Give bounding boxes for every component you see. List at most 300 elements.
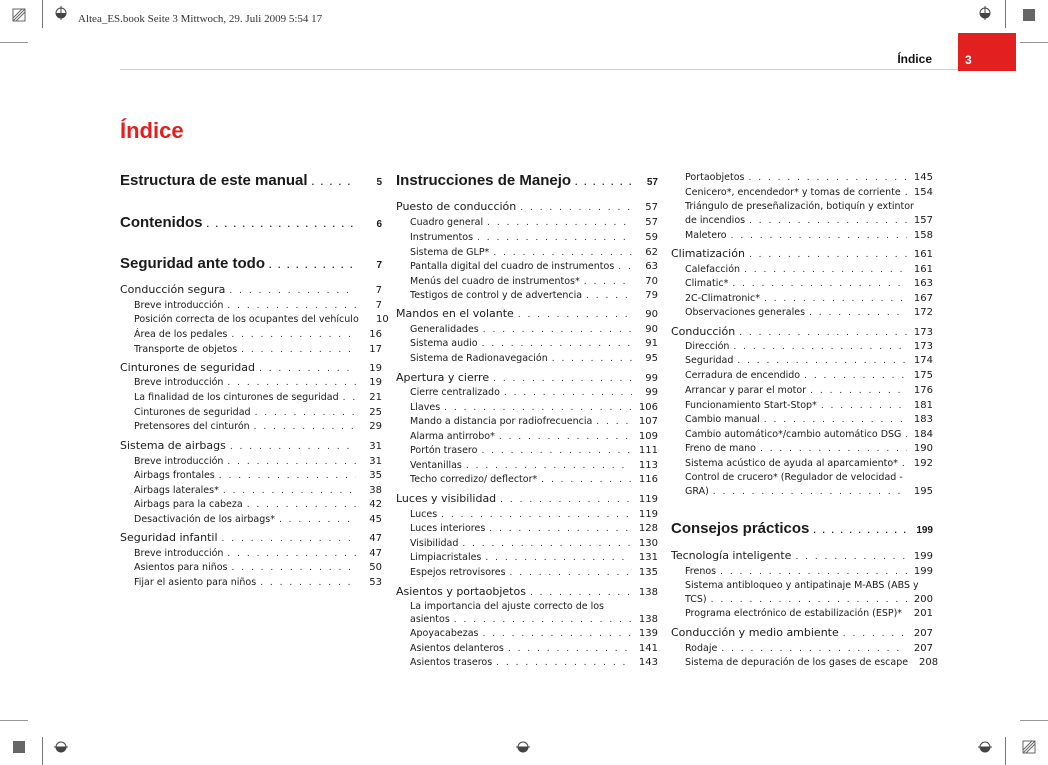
toc-entry-title: Asientos para niños <box>134 562 228 573</box>
toc-entry-title: Arrancar y parar el motor <box>685 385 807 396</box>
toc-page-number: 109 <box>638 431 658 442</box>
toc-entry <box>410 445 658 456</box>
toc-page-number: 176 <box>913 385 933 396</box>
toc-entry-title: Climatic* <box>685 278 729 289</box>
dot-leader <box>279 515 356 525</box>
toc-page-number: 59 <box>645 232 658 243</box>
dot-leader <box>462 539 632 549</box>
toc-entry-title: Mando a distancia por radiofrecuencia <box>410 416 593 427</box>
toc-entry-title: Apoyacabezas <box>410 628 479 639</box>
toc-entry-title: La finalidad de los cinturones de seguridad <box>134 392 339 403</box>
toc-entry-title: Espejos retrovisores <box>410 567 506 578</box>
dot-leader <box>575 177 632 187</box>
toc-entry <box>685 172 933 183</box>
toc-page-number: 107 <box>638 416 658 427</box>
toc-page-number: 138 <box>638 587 658 598</box>
toc-page-number: 7 <box>375 300 382 311</box>
toc-page-number: 181 <box>913 400 933 411</box>
toc-entry-title: Climatización <box>671 247 745 260</box>
dot-leader <box>504 388 632 398</box>
toc-entry-title: Menús del cuadro de instrumentos* <box>410 276 580 287</box>
toc-entry <box>410 431 658 442</box>
dot-leader <box>477 233 632 243</box>
dot-leader <box>731 231 907 241</box>
toc-page-number: 172 <box>913 307 933 318</box>
toc-entry <box>410 276 658 287</box>
toc-section <box>120 531 382 544</box>
dot-leader <box>207 219 357 229</box>
toc-entry-title: 2C-Climatronic* <box>685 293 760 304</box>
toc-page-number: 154 <box>913 187 933 198</box>
dot-leader <box>227 549 356 559</box>
crop-mark <box>42 737 43 765</box>
dot-leader <box>720 567 907 577</box>
dot-leader <box>713 487 907 497</box>
toc-entry-title: TCS) <box>685 594 707 605</box>
toc-entry-title: Cerradura de encendido <box>685 370 801 381</box>
dot-leader <box>499 432 632 442</box>
toc-page-number: 161 <box>913 249 933 260</box>
toc-entry-title: Sistema audio <box>410 338 478 349</box>
toc-entry <box>134 329 382 340</box>
toc-entry <box>685 230 933 241</box>
toc-page-number: 90 <box>645 309 658 320</box>
toc-page-number: 138 <box>638 614 658 625</box>
toc-page-number: 131 <box>638 552 658 563</box>
toc-entry-title: Dirección <box>685 341 730 352</box>
dot-leader <box>508 644 632 654</box>
dot-leader <box>732 279 907 289</box>
toc-entry-title: Airbags frontales <box>134 470 215 481</box>
dot-leader <box>760 444 907 454</box>
toc-page-number: 119 <box>638 494 658 505</box>
dot-leader <box>809 308 907 318</box>
dot-leader <box>764 415 907 425</box>
toc-page-number: 173 <box>913 327 933 338</box>
toc-entry <box>410 460 658 471</box>
dot-leader <box>493 248 632 258</box>
toc-page-number: 10 <box>376 314 389 325</box>
dot-leader <box>489 524 632 534</box>
registration-mark-icon <box>54 6 68 20</box>
toc-page-number: 19 <box>369 363 382 374</box>
toc-entry-title: Pantalla digital del cuadro de instrumentos <box>410 261 615 272</box>
toc-entry-title: Asientos y portaobjetos <box>396 585 526 598</box>
dot-leader <box>810 386 907 396</box>
toc-entry-title: Observaciones generales <box>685 307 806 318</box>
page-title: Índice <box>120 118 184 143</box>
toc-entry-title: Ventanillas <box>410 460 462 471</box>
toc-entry <box>685 370 933 381</box>
toc-entry <box>134 514 382 525</box>
dot-leader <box>227 378 356 388</box>
toc-page-number: 145 <box>913 172 933 183</box>
toc-page-number: 7 <box>375 285 382 296</box>
toc-page-number: 57 <box>645 217 658 228</box>
toc-page-number: 195 <box>913 486 933 497</box>
toc-entry <box>410 261 658 272</box>
dot-leader <box>493 374 632 384</box>
toc-page-number: 62 <box>645 247 658 258</box>
toc-entry <box>685 341 933 352</box>
toc-entry-title: Breve introducción <box>134 377 224 388</box>
toc-entry-title: GRA) <box>685 486 709 497</box>
toc-entry <box>410 232 658 243</box>
dot-leader <box>902 459 907 469</box>
toc-page-number: 128 <box>638 523 658 534</box>
toc-page-number: 139 <box>638 628 658 639</box>
toc-entry <box>410 523 658 534</box>
toc-page-number: 192 <box>913 458 933 469</box>
toc-entry <box>685 443 933 454</box>
toc-entry <box>685 355 933 366</box>
toc-page-number: 21 <box>369 392 382 403</box>
color-bar-icon <box>1022 740 1036 754</box>
toc-entry-title: Seguridad <box>685 355 734 366</box>
toc-entry-title: Instrucciones de Manejo <box>396 172 572 189</box>
dot-leader <box>804 371 907 381</box>
toc-entry <box>685 264 933 275</box>
toc-entry-title: Transporte de objetos <box>134 344 238 355</box>
toc-entry-title: Instrumentos <box>410 232 474 243</box>
running-header-title: Índice <box>897 52 932 66</box>
toc-entry <box>685 566 933 577</box>
toc-entry <box>410 601 658 612</box>
toc-page-number: 207 <box>913 628 933 639</box>
toc-entry <box>410 628 658 639</box>
toc-entry-title: Breve introducción <box>134 548 224 559</box>
toc-page-number: 99 <box>645 387 658 398</box>
toc-page-number: 208 <box>919 657 939 668</box>
dot-leader <box>227 301 356 311</box>
toc-entry <box>134 344 382 355</box>
toc-chapter <box>120 172 382 189</box>
toc-entry <box>685 385 933 396</box>
toc-page-number: 53 <box>369 577 382 588</box>
toc-entry <box>410 657 658 668</box>
header-rule <box>120 69 958 70</box>
dot-leader <box>259 364 356 374</box>
crop-mark <box>0 42 28 43</box>
toc-page-number: 31 <box>369 456 382 467</box>
toc-entry <box>134 407 382 418</box>
dot-leader <box>586 291 632 301</box>
toc-page-number: 174 <box>913 355 933 366</box>
toc-chapter <box>396 172 658 189</box>
dot-leader <box>343 393 356 403</box>
toc-page-number: 90 <box>645 324 658 335</box>
toc-page-number: 184 <box>913 429 933 440</box>
dot-leader <box>518 310 632 320</box>
dot-leader <box>482 629 632 639</box>
toc-entry <box>134 548 382 559</box>
toc-page-number: 207 <box>913 643 933 654</box>
dot-leader <box>231 330 356 340</box>
print-slug: Altea_ES.book Seite 3 Mittwoch, 29. Juli 2009 5:54 17 <box>78 13 323 25</box>
toc-entry <box>410 567 658 578</box>
toc-entry <box>685 400 933 411</box>
toc-entry-title: Seguridad infantil <box>120 531 218 544</box>
crop-mark <box>1005 0 1006 28</box>
toc-entry-title: Conducción <box>671 325 736 338</box>
toc-page-number: 57 <box>646 177 658 188</box>
toc-page-number: 6 <box>376 219 382 230</box>
dot-leader <box>219 471 356 481</box>
crop-mark <box>1020 720 1048 721</box>
toc-entry <box>134 456 382 467</box>
crop-mark <box>42 0 43 28</box>
toc-entry <box>410 290 658 301</box>
toc-entry-title: Asientos delanteros <box>410 643 504 654</box>
toc-entry <box>410 509 658 520</box>
dot-leader <box>906 609 907 619</box>
toc-entry <box>685 293 933 304</box>
toc-entry-title: Sistema de Radionavegación <box>410 353 548 364</box>
toc-page-number: 7 <box>376 260 382 271</box>
toc-entry <box>134 470 382 481</box>
toc-entry-title: Cenicero*, encendedor* y tomas de corriente <box>685 187 901 198</box>
toc-page-number: 199 <box>916 525 933 536</box>
toc-page-number: 19 <box>369 377 382 388</box>
dot-leader <box>247 500 356 510</box>
dot-leader <box>312 177 356 187</box>
dot-leader <box>721 644 907 654</box>
toc-entry-title: Luces interiores <box>410 523 486 534</box>
toc-entry-title: Sistema de depuración de los gases de escape <box>685 657 909 668</box>
toc-page-number: 167 <box>913 293 933 304</box>
toc-entry <box>410 614 658 625</box>
toc-entry-title: Freno de mano <box>685 443 756 454</box>
dot-leader <box>737 356 907 366</box>
toc-page-number: 143 <box>638 657 658 668</box>
dot-leader <box>260 578 356 588</box>
toc-entry-title: asientos <box>410 614 450 625</box>
toc-entry-title: Área de los pedales <box>134 329 228 340</box>
dot-leader <box>444 403 632 413</box>
toc-entry-title: Cuadro general <box>410 217 484 228</box>
toc-page-number: 199 <box>913 566 933 577</box>
toc-entry <box>410 217 658 228</box>
toc-entry-title: Luces <box>410 509 438 520</box>
toc-entry-title: Cierre centralizado <box>410 387 500 398</box>
dot-leader <box>821 401 907 411</box>
toc-entry-title: Techo corredizo/ deflector* <box>410 474 538 485</box>
toc-page-number: 183 <box>913 414 933 425</box>
toc-page-number: 35 <box>369 470 382 481</box>
toc-entry-title: Apertura y cierre <box>396 371 490 384</box>
toc-page-number: 42 <box>369 499 382 510</box>
toc-entry <box>410 538 658 549</box>
toc-entry-title: Conducción segura <box>120 283 226 296</box>
toc-entry-title: Cambio manual <box>685 414 760 425</box>
toc-entry-title: Cambio automático*/cambio automático DSG <box>685 429 902 440</box>
dot-leader <box>232 563 356 573</box>
toc-entry-title: Pretensores del cinturón <box>134 421 250 432</box>
dot-leader <box>748 173 907 183</box>
toc-entry-title: Visibilidad <box>410 538 459 549</box>
toc-section <box>120 361 382 374</box>
dot-leader <box>466 461 632 471</box>
toc-section <box>671 325 933 338</box>
toc-entry <box>685 278 933 289</box>
toc-chapter <box>120 255 382 272</box>
toc-entry-title: Desactivación de los airbags* <box>134 514 275 525</box>
toc-entry <box>410 552 658 563</box>
toc-entry <box>685 187 933 198</box>
toc-entry <box>410 402 658 413</box>
toc-entry-title: Posición correcta de los ocupantes del vehículo <box>134 314 359 325</box>
toc-section <box>396 585 658 598</box>
toc-entry-title: Sistema de GLP* <box>410 247 490 258</box>
dot-leader <box>744 265 907 275</box>
toc-entry-title: Limpiacristales <box>410 552 482 563</box>
toc-page-number: 173 <box>913 341 933 352</box>
dot-leader <box>843 629 907 639</box>
toc-entry <box>685 201 933 212</box>
toc-entry-title: Asientos traseros <box>410 657 493 668</box>
toc-section <box>671 626 933 639</box>
toc-entry-title: Mandos en el volante <box>396 307 514 320</box>
toc-entry <box>134 499 382 510</box>
toc-entry-title: Airbags laterales* <box>134 485 219 496</box>
toc-entry-title: de incendios <box>685 215 746 226</box>
toc-page-number: 119 <box>638 509 658 520</box>
toc-entry-title: Airbags para la cabeza <box>134 499 243 510</box>
toc-section <box>396 371 658 384</box>
toc-entry-title: Llaves <box>410 402 441 413</box>
toc-entry <box>134 377 382 388</box>
toc-page-number: 57 <box>645 202 658 213</box>
toc-page-number: 200 <box>913 594 933 605</box>
dot-leader <box>618 262 632 272</box>
toc-section <box>120 283 382 296</box>
dot-leader <box>496 658 632 668</box>
toc-entry-title: Seguridad ante todo <box>120 255 266 272</box>
dot-leader <box>541 475 632 485</box>
toc-page-number: 106 <box>638 402 658 413</box>
toc-entry-title: Triángulo de preseñalización, botiquín y extintor <box>685 201 914 212</box>
toc-entry <box>685 608 933 619</box>
toc-entry <box>410 324 658 335</box>
dot-leader <box>223 486 356 496</box>
toc-entry <box>410 474 658 485</box>
toc-entry <box>685 472 933 483</box>
toc-entry-title: Cinturones de seguridad <box>134 407 251 418</box>
toc-entry-title: Control de crucero* (Regulador de velocidad - <box>685 472 903 483</box>
dot-leader <box>483 325 632 335</box>
toc-entry-title: La importancia del ajuste correcto de los <box>410 601 604 612</box>
toc-entry-title: Breve introducción <box>134 456 224 467</box>
toc-entry-title: Sistema de airbags <box>120 439 226 452</box>
dot-leader <box>229 286 356 296</box>
toc-entry-title: Calefacción <box>685 264 741 275</box>
toc-entry <box>134 421 382 432</box>
toc-entry-title: Cinturones de seguridad <box>120 361 255 374</box>
toc-entry <box>410 387 658 398</box>
toc-page-number: 158 <box>913 230 933 241</box>
dot-leader <box>905 430 907 440</box>
toc-page-number: 91 <box>645 338 658 349</box>
toc-entry-title: Programa electrónico de estabilización (ESP)* <box>685 608 903 619</box>
toc-section <box>120 439 382 452</box>
dot-leader <box>552 354 632 364</box>
toc-entry <box>410 416 658 427</box>
toc-entry-title: Testigos de control y de advertencia <box>410 290 583 301</box>
toc-page-number: 17 <box>369 344 382 355</box>
toc-entry-title: Luces y visibilidad <box>396 492 497 505</box>
toc-page-number: 113 <box>638 460 658 471</box>
toc-page-number: 5 <box>376 177 382 188</box>
toc-entry <box>685 486 933 497</box>
toc-entry <box>134 562 382 573</box>
toc-chapter <box>120 214 382 231</box>
color-bar-icon <box>1022 8 1036 22</box>
toc-chapter <box>671 520 933 537</box>
toc-page-number: 70 <box>645 276 658 287</box>
toc-entry <box>134 392 382 403</box>
toc-entry-title: Puesto de conducción <box>396 200 517 213</box>
dot-leader <box>441 510 632 520</box>
dot-leader <box>749 216 907 226</box>
toc-entry-title: Contenidos <box>120 214 203 231</box>
toc-page-number: 45 <box>369 514 382 525</box>
registration-mark-icon <box>54 740 68 754</box>
toc-entry-title: Fijar el asiento para niños <box>134 577 257 588</box>
toc-page-number: 157 <box>913 215 933 226</box>
toc-entry <box>410 353 658 364</box>
toc-entry <box>685 215 933 226</box>
toc-section <box>671 247 933 260</box>
toc-page-number: 31 <box>369 441 382 452</box>
toc-entry-title: Alarma antirrobo* <box>410 431 495 442</box>
dot-leader <box>230 442 356 452</box>
dot-leader <box>596 417 632 427</box>
toc-section <box>396 200 658 213</box>
toc-page-number: 141 <box>638 643 658 654</box>
dot-leader <box>795 552 907 562</box>
toc-page-number: 190 <box>913 443 933 454</box>
dot-leader <box>482 339 632 349</box>
toc-section <box>671 549 933 562</box>
toc-entry-title: Portón trasero <box>410 445 478 456</box>
toc-page-number: 79 <box>645 290 658 301</box>
toc-entry-title: Rodaje <box>685 643 718 654</box>
dot-leader <box>905 188 907 198</box>
dot-leader <box>241 345 356 355</box>
toc-entry <box>134 485 382 496</box>
registration-mark-icon <box>516 740 530 754</box>
toc-page-number: 29 <box>369 421 382 432</box>
toc-page-number: 25 <box>369 407 382 418</box>
dot-leader <box>227 457 356 467</box>
toc-entry-title: Breve introducción <box>134 300 224 311</box>
toc-entry-title: Frenos <box>685 566 717 577</box>
dot-leader <box>454 615 632 625</box>
crop-mark <box>1020 42 1048 43</box>
toc-entry <box>134 314 389 325</box>
dot-leader <box>510 568 632 578</box>
toc-entry <box>685 594 933 605</box>
crop-mark <box>1005 737 1006 765</box>
toc-page-number: 47 <box>369 533 382 544</box>
toc-entry <box>134 300 382 311</box>
toc-entry-title: Tecnología inteligente <box>671 549 792 562</box>
toc-entry-title: Sistema antibloqueo y antipatinaje M-ABS (ABS y <box>685 580 919 591</box>
toc-entry <box>410 338 658 349</box>
dot-leader <box>764 294 907 304</box>
toc-entry-title: Generalidades <box>410 324 479 335</box>
toc-entry-title: Funcionamiento Start-Stop* <box>685 400 817 411</box>
